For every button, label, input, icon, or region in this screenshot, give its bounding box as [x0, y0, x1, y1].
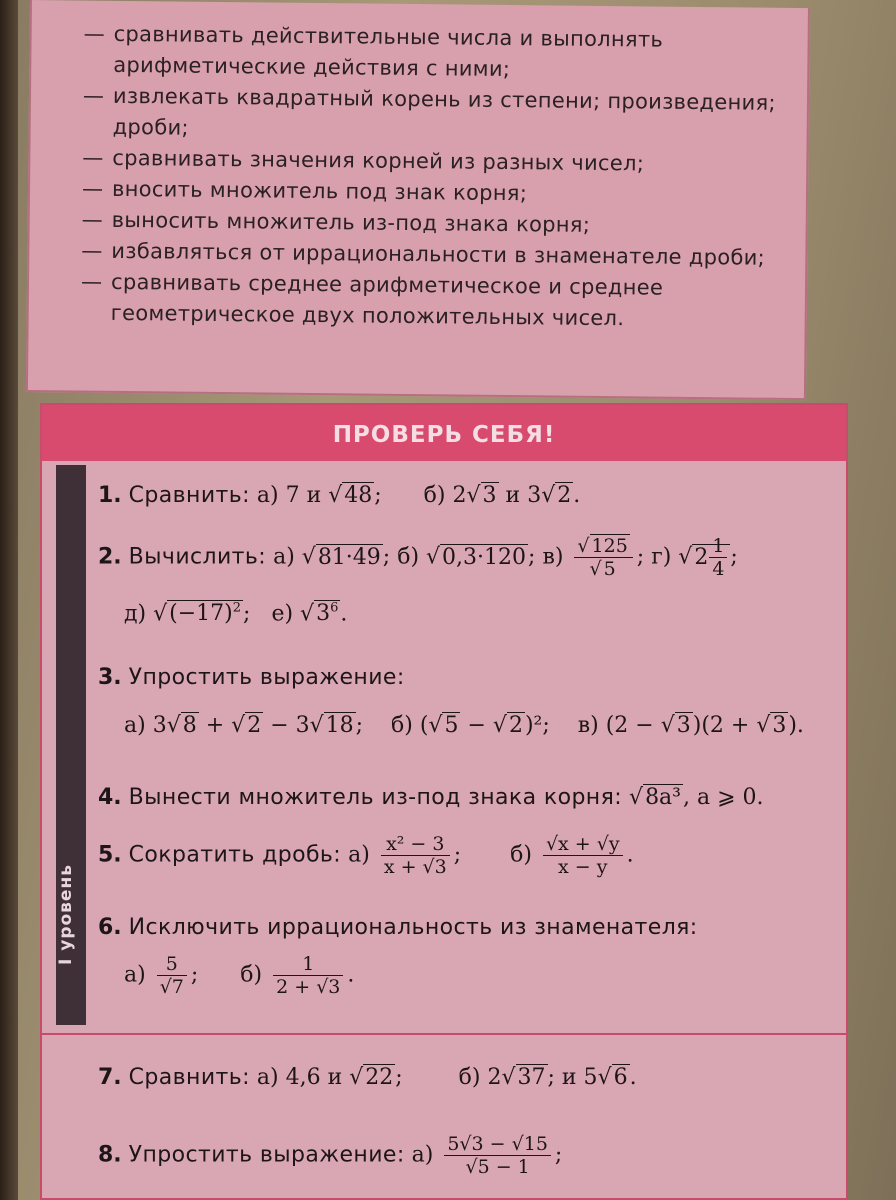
part-b-and: ; и 5 — [547, 1065, 598, 1090]
part-a: а) — [348, 842, 370, 868]
part-b: б) 2 — [423, 483, 467, 508]
task-number: 4. — [98, 785, 122, 810]
radicand: 22 — [365, 1065, 394, 1090]
radicand: $(-17)^2$ — [169, 601, 242, 627]
radicand: 0,3·120 — [442, 544, 527, 570]
part-a: а) 3 — [124, 713, 167, 738]
objective-text: сравнивать среднее арифметическое и среднее геометрическое двух положительных чисел. — [110, 269, 664, 331]
part-a: а) 4,6 и — [256, 1065, 343, 1090]
task-2: 2. Вычислить: а) √81·49; б) √0,3·120; в) $\frac{√ 125}{√ 5}$ ; г) √2 $\frac{1}{4}$ ; — [98, 535, 738, 580]
task-text: Сравнить: — [128, 483, 250, 508]
task-number: 5. — [98, 842, 122, 868]
radicand: 6 — [613, 1065, 628, 1090]
objective-text: вносить множитель под знак корня; — [111, 176, 528, 206]
radicand: $3^6$ — [316, 601, 339, 627]
objective-text: выносить множитель из-под знака корня; — [111, 207, 591, 237]
part-a: а) — [411, 1142, 434, 1168]
task-6 — [98, 915, 698, 940]
task-number: 7. — [98, 1065, 122, 1090]
fraction: $\frac{1}{2 + √3}$ — [273, 953, 343, 998]
part-b: б) ( — [391, 713, 429, 738]
task-text: Упростить выражение: — [128, 665, 405, 690]
task-3-parts: а) 3√8 + √2 − 3√18; б) (√5 − √2)²; в) (2 − √3)(2 + √3). — [124, 713, 804, 738]
radicand: 48 — [344, 483, 373, 508]
task-text: Сократить дробь: — [128, 842, 342, 868]
objective-dash: — — [82, 83, 105, 108]
task-6-parts: а) $\frac{5}{√7}$ ; б) $\frac{1}{2 + √3}$ . — [124, 953, 355, 998]
objective-item — [83, 81, 792, 150]
fraction: $\frac{\text{x² − 3}}{x + √3}$ — [381, 833, 450, 878]
part-d: г) — [651, 544, 672, 570]
part-c: в) (2 − — [577, 713, 654, 738]
fraction: $\frac{√x + √y}{x - y}$ — [543, 833, 623, 878]
objectives-list — [81, 19, 792, 336]
fraction: $\frac{√ 125}{√ 5}$ — [574, 535, 632, 580]
part-f: е) — [271, 601, 294, 627]
end-mark: . — [573, 483, 581, 508]
task-5: 5. Сократить дробь: а) $\frac{\text{x² − 3}}{x + √3}$ ; б) $\frac{√x + √y}{x - y}$ . — [98, 833, 634, 878]
level-divider — [42, 1033, 846, 1035]
task-1: 1. Сравнить: а) 7 и √48; б) 2√3 и 3√2. — [98, 483, 581, 508]
objective-item — [81, 267, 790, 336]
objective-text: сравнивать значения корней из разных чисел; — [112, 145, 645, 176]
radicand: 8a³ — [645, 785, 681, 810]
task-text: Вычислить: — [128, 544, 267, 570]
self-check-section — [40, 403, 848, 1200]
task-7: 7. Сравнить: а) 4,6 и √22; б) 2√37; и 5√6. — [98, 1065, 637, 1090]
objective-dash: — — [80, 269, 103, 294]
objective-dash: — — [82, 145, 104, 170]
part-b: б) — [240, 962, 263, 988]
fraction: $\frac{5}{√7}$ — [157, 953, 187, 998]
level-label — [56, 935, 76, 965]
task-number: 8. — [98, 1142, 122, 1168]
task-3 — [98, 665, 405, 690]
part-a: а) — [124, 962, 146, 988]
objective-dash: — — [81, 238, 103, 263]
task-text: Исключить иррациональность из знаменателя: — [128, 915, 698, 940]
part-b: б) — [397, 544, 420, 570]
part-a: а) — [273, 544, 295, 570]
part-b: б) — [510, 842, 532, 868]
radicand: 37 — [517, 1065, 546, 1090]
task-4: 4. Вынести множитель из-под знака корня: √8a³, a ⩾ 0. — [98, 785, 764, 810]
task-2-cont: д) $√(-17)^2$; е) $√3^6$. — [124, 601, 348, 627]
self-check-header: ПРОВЕРЬ СЕБЯ! — [42, 405, 846, 461]
part-a: а) 7 и — [256, 483, 322, 508]
objective-item — [83, 19, 792, 88]
task-number: 3. — [98, 665, 122, 690]
task-text: Сравнить: — [128, 1065, 250, 1090]
radicand: 3 — [482, 483, 497, 508]
part-b-and: и 3 — [505, 483, 542, 508]
task-8: 8. Упростить выражение: а) $\frac{5√3 - √15}{√5 - 1}$ ; — [98, 1133, 563, 1178]
task-number: 6. — [98, 915, 122, 940]
part-c: в) — [542, 544, 564, 570]
objective-dash: — — [81, 176, 104, 201]
radicand: 2 — [557, 483, 572, 508]
radicand: 81·49 — [317, 544, 381, 570]
objective-text: избавляться от иррациональности в знаменателе дроби; — [111, 238, 766, 270]
objective-dash: — — [83, 21, 106, 46]
learning-objectives-box — [26, 0, 810, 400]
fraction: $\frac{5√3 - √15}{√5 - 1}$ — [444, 1133, 551, 1178]
task-text: Упростить выражение: — [128, 1142, 405, 1168]
part-e: д) — [124, 601, 147, 627]
mixed-number: 2 $\frac{1}{4}$ — [692, 544, 730, 570]
book-binding — [0, 0, 18, 1200]
task-text: Вынести множитель из-под знака корня: — [128, 785, 623, 810]
task-number: 2. — [98, 544, 122, 570]
objective-text: сравнивать действительные числа и выполнять арифметические действия с ними; — [113, 21, 664, 82]
objective-dash: — — [81, 207, 104, 232]
condition: , a ⩾ 0. — [683, 785, 764, 810]
part-b: б) 2 — [458, 1065, 502, 1090]
objective-text: извлекать квадратный корень из степени; произведения; дроби; — [112, 83, 776, 140]
task-number: 1. — [98, 483, 122, 508]
